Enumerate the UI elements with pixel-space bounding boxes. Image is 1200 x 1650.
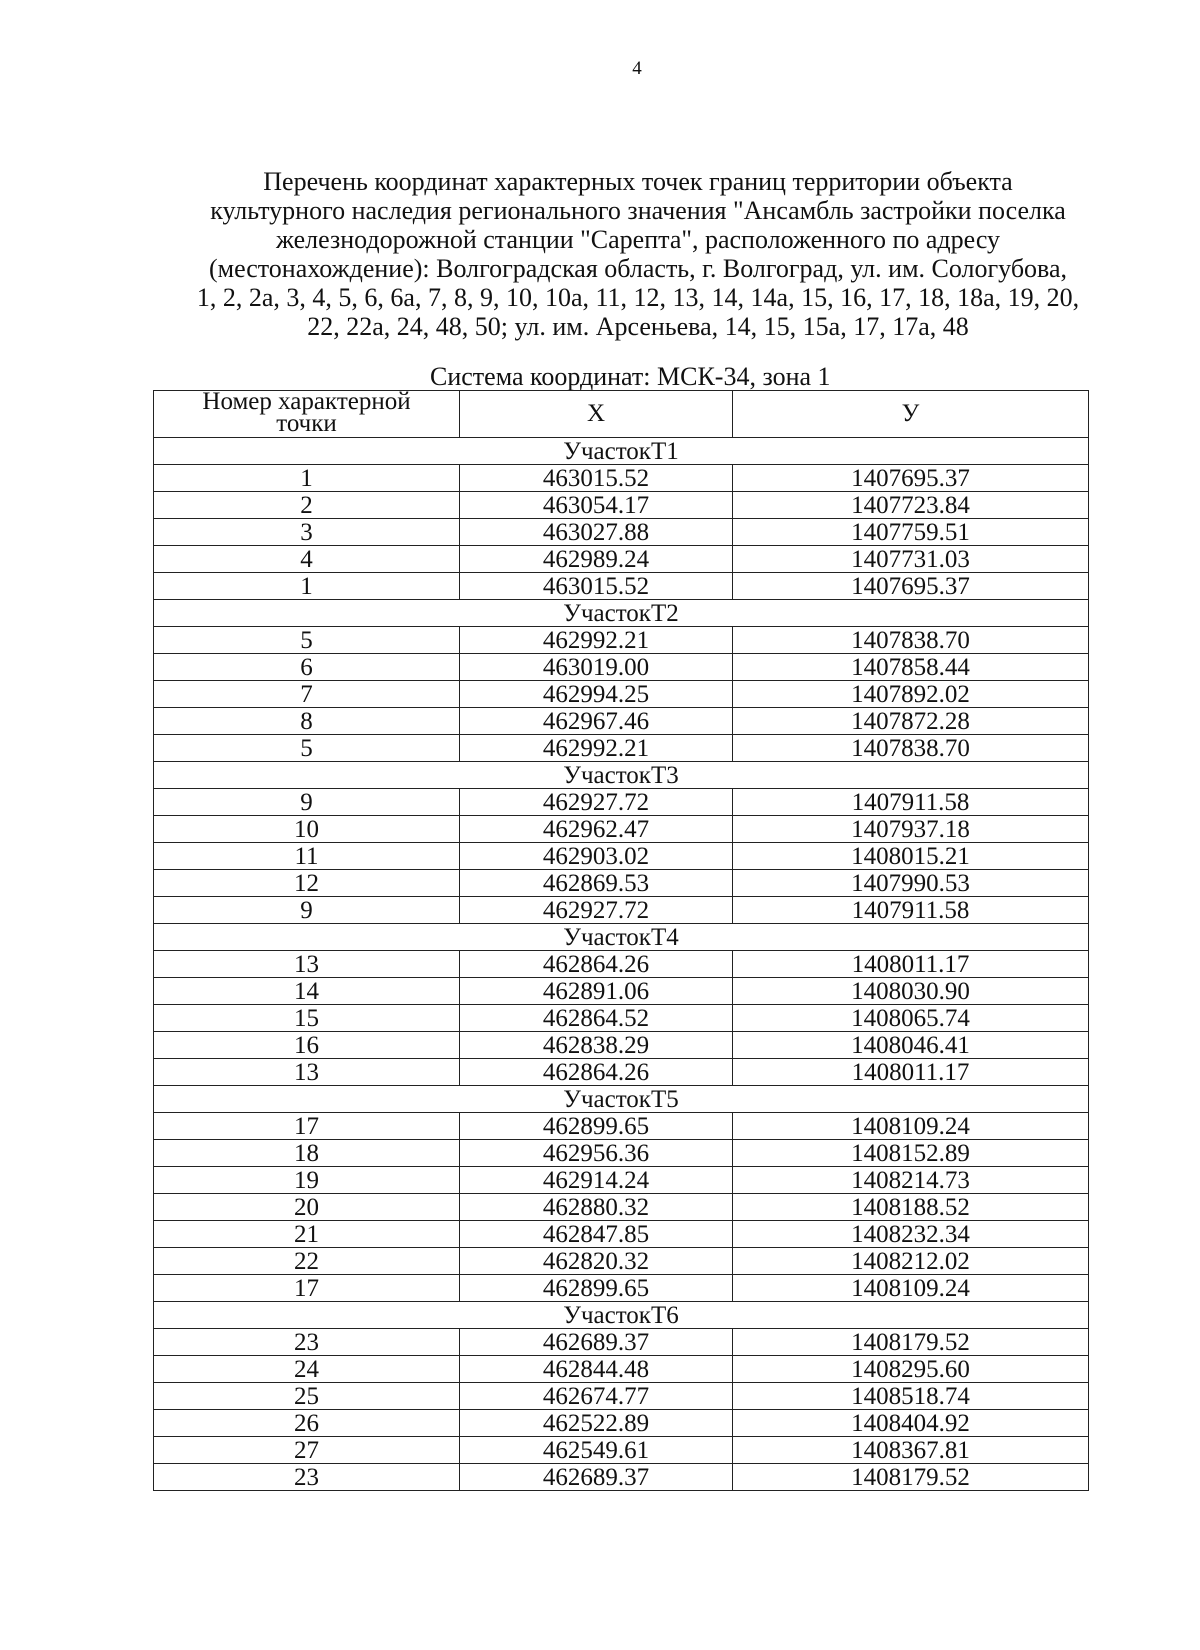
x-coordinate-cell: 462956.36	[460, 1140, 733, 1167]
section-row	[154, 438, 1089, 465]
table-row	[154, 897, 1089, 924]
y-coordinate-cell: 1407911.58	[733, 789, 1089, 816]
y-coordinate-cell: 1407695.37	[733, 573, 1089, 600]
header-y: У	[733, 391, 1089, 438]
y-coordinate-cell: 1408152.89	[733, 1140, 1089, 1167]
section-row	[154, 1302, 1089, 1329]
table-row	[154, 546, 1089, 573]
table-row	[154, 1464, 1089, 1491]
point-number-cell: 5	[154, 627, 460, 654]
x-coordinate-cell: 462864.26	[460, 951, 733, 978]
y-coordinate-cell: 1407892.02	[733, 681, 1089, 708]
point-number-cell: 15	[154, 1005, 460, 1032]
table-row	[154, 1221, 1089, 1248]
point-number-cell: 2	[154, 492, 460, 519]
x-coordinate-cell: 462880.32	[460, 1194, 733, 1221]
y-coordinate-cell: 1407759.51	[733, 519, 1089, 546]
x-coordinate-cell: 462674.77	[460, 1383, 733, 1410]
y-coordinate-cell: 1407872.28	[733, 708, 1089, 735]
x-coordinate-cell: 463027.88	[460, 519, 733, 546]
point-number-cell: 21	[154, 1221, 460, 1248]
point-number-cell: 25	[154, 1383, 460, 1410]
title-line: (местонахождение): Волгоградская область, г. Волгоград, ул. им. Сологубова,	[208, 254, 1068, 283]
coordinate-system-caption: Система координат: МСК-34, зона 1	[430, 362, 831, 391]
table-row	[154, 1437, 1089, 1464]
y-coordinate-cell: 1407695.37	[733, 465, 1089, 492]
point-number-cell: 3	[154, 519, 460, 546]
x-coordinate-cell: 462989.24	[460, 546, 733, 573]
x-coordinate-cell: 462891.06	[460, 978, 733, 1005]
x-coordinate-cell: 462992.21	[460, 627, 733, 654]
y-coordinate-cell: 1408179.52	[733, 1464, 1089, 1491]
y-coordinate-cell: 1408214.73	[733, 1167, 1089, 1194]
y-coordinate-cell: 1408030.90	[733, 978, 1089, 1005]
section-row	[154, 924, 1089, 951]
x-coordinate-cell: 462927.72	[460, 789, 733, 816]
title-line: 22, 22а, 24, 48, 50; ул. им. Арсеньева, 14, 15, 15а, 17, 17а, 48	[307, 312, 969, 341]
point-number-cell: 9	[154, 789, 460, 816]
coordinates-table	[153, 390, 1089, 1491]
point-number-cell: 27	[154, 1437, 460, 1464]
table-row	[154, 1329, 1089, 1356]
section-title: УчастокТ4	[154, 924, 1089, 951]
table-row	[154, 519, 1089, 546]
y-coordinate-cell: 1408188.52	[733, 1194, 1089, 1221]
x-coordinate-cell: 462689.37	[460, 1464, 733, 1491]
point-number-cell: 17	[154, 1113, 460, 1140]
table-row	[154, 1410, 1089, 1437]
table-row	[154, 465, 1089, 492]
point-number-cell: 17	[154, 1275, 460, 1302]
y-coordinate-cell: 1408011.17	[733, 951, 1089, 978]
y-coordinate-cell: 1407731.03	[733, 546, 1089, 573]
point-number-cell: 5	[154, 735, 460, 762]
point-number-cell: 10	[154, 816, 460, 843]
page-number: 4	[632, 58, 642, 79]
x-coordinate-cell: 462549.61	[460, 1437, 733, 1464]
y-coordinate-cell: 1408367.81	[733, 1437, 1089, 1464]
point-number-cell: 16	[154, 1032, 460, 1059]
y-coordinate-cell: 1408295.60	[733, 1356, 1089, 1383]
section-title: УчастокТ1	[154, 438, 1089, 465]
point-number-cell: 12	[154, 870, 460, 897]
table-row	[154, 978, 1089, 1005]
table-row	[154, 681, 1089, 708]
table-row	[154, 870, 1089, 897]
table-row	[154, 1005, 1089, 1032]
y-coordinate-cell: 1408015.21	[733, 843, 1089, 870]
point-number-cell: 7	[154, 681, 460, 708]
table-row	[154, 627, 1089, 654]
x-coordinate-cell: 462967.46	[460, 708, 733, 735]
y-coordinate-cell: 1407723.84	[733, 492, 1089, 519]
table-row	[154, 843, 1089, 870]
table-row	[154, 1356, 1089, 1383]
x-coordinate-cell: 462903.02	[460, 843, 733, 870]
point-number-cell: 24	[154, 1356, 460, 1383]
table-row	[154, 816, 1089, 843]
y-coordinate-cell: 1408404.92	[733, 1410, 1089, 1437]
y-coordinate-cell: 1407838.70	[733, 627, 1089, 654]
point-number-cell: 18	[154, 1140, 460, 1167]
y-coordinate-cell: 1407937.18	[733, 816, 1089, 843]
x-coordinate-cell: 462927.72	[460, 897, 733, 924]
x-coordinate-cell: 462914.24	[460, 1167, 733, 1194]
table-row	[154, 789, 1089, 816]
section-row	[154, 600, 1089, 627]
section-title: УчастокТ2	[154, 600, 1089, 627]
x-coordinate-cell: 462838.29	[460, 1032, 733, 1059]
table-row	[154, 1032, 1089, 1059]
y-coordinate-cell: 1407911.58	[733, 897, 1089, 924]
y-coordinate-cell: 1408179.52	[733, 1329, 1089, 1356]
table-row	[154, 1140, 1089, 1167]
section-row	[154, 1086, 1089, 1113]
point-number-cell: 9	[154, 897, 460, 924]
x-coordinate-cell: 462864.52	[460, 1005, 733, 1032]
x-coordinate-cell: 462992.21	[460, 735, 733, 762]
table-row	[154, 654, 1089, 681]
x-coordinate-cell: 462522.89	[460, 1410, 733, 1437]
point-number-cell: 8	[154, 708, 460, 735]
y-coordinate-cell: 1408046.41	[733, 1032, 1089, 1059]
point-number-cell: 26	[154, 1410, 460, 1437]
table-row	[154, 735, 1089, 762]
x-coordinate-cell: 462899.65	[460, 1113, 733, 1140]
x-coordinate-cell: 462820.32	[460, 1248, 733, 1275]
section-title: УчастокТ6	[154, 1302, 1089, 1329]
y-coordinate-cell: 1408109.24	[733, 1113, 1089, 1140]
table-row	[154, 1113, 1089, 1140]
table-row	[154, 1275, 1089, 1302]
title-line: 1, 2, 2а, 3, 4, 5, 6, 6а, 7, 8, 9, 10, 10а, 11, 12, 13, 14, 14а, 15, 16, 17, 18, 18а, 19, 20,	[196, 283, 1080, 312]
table-row	[154, 1194, 1089, 1221]
title-line: Перечень координат характерных точек границ территории объекта	[263, 167, 1013, 196]
table-header	[154, 388, 1089, 438]
point-number-cell: 13	[154, 1059, 460, 1086]
point-number-cell: 20	[154, 1194, 460, 1221]
point-number-cell: 6	[154, 654, 460, 681]
y-coordinate-cell: 1407858.44	[733, 654, 1089, 681]
point-number-cell: 11	[154, 843, 460, 870]
header-point-number	[154, 388, 460, 438]
x-coordinate-cell: 462994.25	[460, 681, 733, 708]
table-row	[154, 708, 1089, 735]
x-coordinate-cell: 462962.47	[460, 816, 733, 843]
y-coordinate-cell: 1408065.74	[733, 1005, 1089, 1032]
y-coordinate-cell: 1408518.74	[733, 1383, 1089, 1410]
document-title	[150, 167, 1126, 341]
header-point-line1: Номер характерной	[202, 388, 411, 415]
x-coordinate-cell: 462689.37	[460, 1329, 733, 1356]
x-coordinate-cell: 463015.52	[460, 465, 733, 492]
table-row	[154, 1383, 1089, 1410]
x-coordinate-cell: 462864.26	[460, 1059, 733, 1086]
section-title: УчастокТ3	[154, 762, 1089, 789]
title-line: культурного наследия регионального значения "Ансамбль застройки поселка	[210, 196, 1066, 225]
point-number-cell: 4	[154, 546, 460, 573]
table-body	[154, 438, 1089, 1491]
y-coordinate-cell: 1408011.17	[733, 1059, 1089, 1086]
point-number-cell: 1	[154, 573, 460, 600]
point-number-cell: 22	[154, 1248, 460, 1275]
section-row	[154, 762, 1089, 789]
table-row	[154, 573, 1089, 600]
y-coordinate-cell: 1407990.53	[733, 870, 1089, 897]
header-x: X	[460, 391, 733, 438]
x-coordinate-cell: 462847.85	[460, 1221, 733, 1248]
point-number-cell: 1	[154, 465, 460, 492]
x-coordinate-cell: 462869.53	[460, 870, 733, 897]
point-number-cell: 13	[154, 951, 460, 978]
point-number-cell: 23	[154, 1464, 460, 1491]
y-coordinate-cell: 1408109.24	[733, 1275, 1089, 1302]
point-number-cell: 14	[154, 978, 460, 1005]
x-coordinate-cell: 463015.52	[460, 573, 733, 600]
table-row	[154, 951, 1089, 978]
y-coordinate-cell: 1407838.70	[733, 735, 1089, 762]
point-number-cell: 23	[154, 1329, 460, 1356]
x-coordinate-cell: 462844.48	[460, 1356, 733, 1383]
title-line: железнодорожной станции "Сарепта", расположенного по адресу	[275, 225, 1001, 254]
x-coordinate-cell: 462899.65	[460, 1275, 733, 1302]
header-point-line2: точки	[276, 410, 337, 437]
table-row	[154, 1167, 1089, 1194]
table-row	[154, 492, 1089, 519]
x-coordinate-cell: 463054.17	[460, 492, 733, 519]
table-row	[154, 1248, 1089, 1275]
point-number-cell: 19	[154, 1167, 460, 1194]
table-row	[154, 1059, 1089, 1086]
x-coordinate-cell: 463019.00	[460, 654, 733, 681]
y-coordinate-cell: 1408232.34	[733, 1221, 1089, 1248]
section-title: УчастокТ5	[154, 1086, 1089, 1113]
y-coordinate-cell: 1408212.02	[733, 1248, 1089, 1275]
